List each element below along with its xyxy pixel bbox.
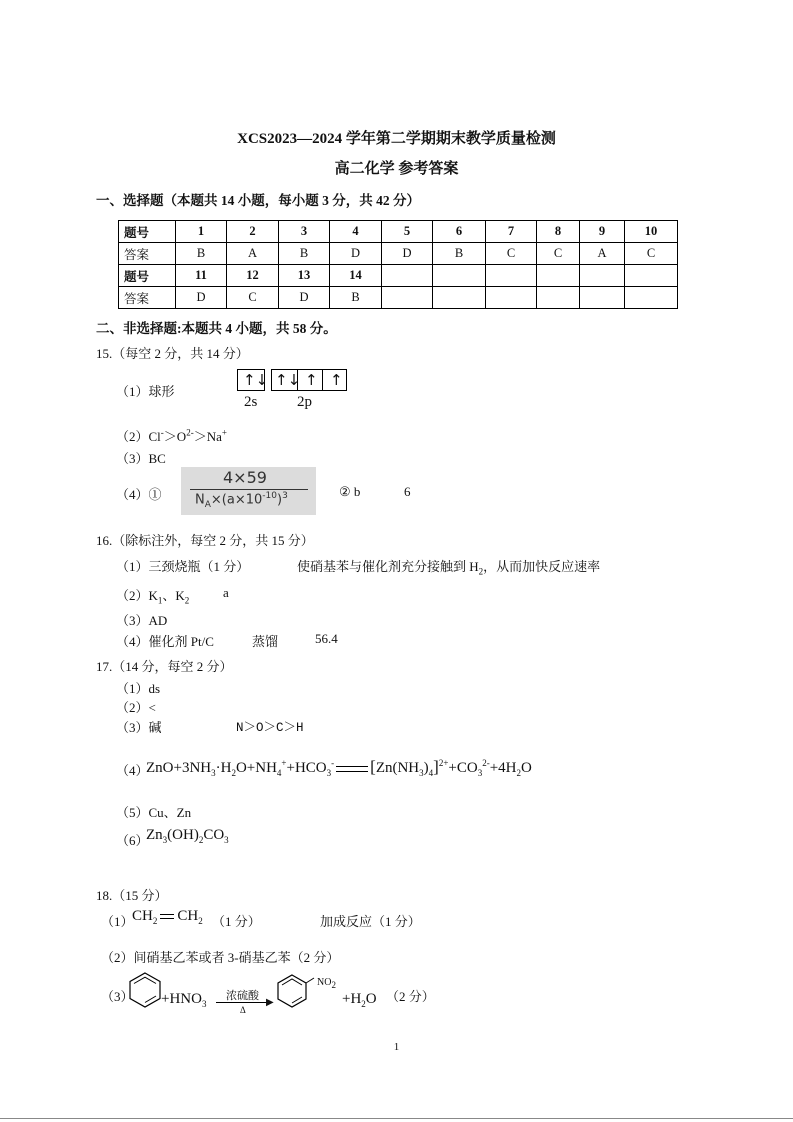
- q16-answer-1b: 使硝基苯与催化剂充分接触到 $H_2$，从而加快反应速率: [297, 559, 601, 577]
- table-cell: [433, 265, 486, 287]
- q18-answer-1-label: （1）: [101, 914, 134, 929]
- q17-answer-1: （1）ds: [116, 681, 161, 696]
- q16-heading: 16.（除标注外，每空 2 分，共 15 分）: [96, 533, 314, 548]
- table-cell: [580, 265, 625, 287]
- q17-answer-3: （3）碱: [116, 720, 162, 735]
- table-cell: [486, 265, 537, 287]
- table-cell: B: [433, 243, 486, 265]
- handwritten-numerator: 4×59: [223, 468, 267, 487]
- table-cell: 14: [330, 265, 382, 287]
- q15-answer-4b: ② b: [339, 484, 361, 499]
- q18-answer-1-score: （1 分）: [212, 914, 261, 929]
- page-number: 1: [393, 1041, 400, 1053]
- q18-heading: 18.（15 分）: [96, 888, 168, 903]
- q18-ethylene-formula: $CH_2$ $CH_2$: [132, 908, 203, 926]
- nitro-group-label: $NO_2$: [317, 977, 336, 990]
- q16-answer-2b: a: [223, 585, 229, 600]
- table-cell: C: [486, 243, 537, 265]
- page-title: XCS2023—2024 学年第二学期期末教学质量检测: [237, 131, 556, 147]
- q17-answer-6-label: （6）: [116, 833, 149, 848]
- table-cell: 答案: [119, 243, 176, 265]
- q17-equation: $ZnO+3NH_3\cdot H_2O+NH_4^++HCO_3^-$ $[Zn(NH_3)_4]^{2+}+CO_3^{2-}+4H_2O$: [146, 757, 532, 778]
- handwritten-answer: [181, 467, 316, 515]
- table-cell: C: [227, 287, 279, 309]
- q16-answer-4c: 56.4: [315, 631, 338, 646]
- reaction-condition-bottom: Δ: [240, 1005, 246, 1015]
- q15-answer-4-label: （4）①: [116, 487, 162, 502]
- table-cell: 11: [176, 265, 227, 287]
- table-cell: 答案: [119, 287, 176, 309]
- table-cell: D: [279, 287, 330, 309]
- q17-answer-2: （2）<: [116, 700, 156, 715]
- orbital-box-2p: [271, 369, 347, 391]
- q15-answer-1: （1）球形: [116, 384, 175, 399]
- orbital-label-2s: 2s: [244, 394, 258, 410]
- table-cell: B: [330, 287, 382, 309]
- q18-answer-2: （2）间硝基乙苯或者 3-硝基乙苯（2 分）: [101, 950, 340, 965]
- section2-heading: 二、非选择题:本题共 4 小题，共 58 分。: [96, 321, 337, 336]
- q15-answer-4c: 6: [404, 484, 411, 499]
- table-cell: 7: [486, 221, 537, 243]
- orbital-label-2p: 2p: [297, 394, 312, 410]
- q17-answer-3b: N＞O＞C＞H: [236, 721, 304, 735]
- table-cell: B: [176, 243, 227, 265]
- table-row: [119, 287, 678, 309]
- fraction-bar: [190, 489, 308, 490]
- table-cell: [537, 265, 580, 287]
- orbital-box-2s: [237, 369, 269, 391]
- q15-heading: 15.（每空 2 分，共 14 分）: [96, 346, 249, 361]
- page-divider: [0, 1118, 793, 1119]
- table-cell: 2: [227, 221, 279, 243]
- table-cell: D: [382, 243, 433, 265]
- table-row: [119, 265, 678, 287]
- table-cell: D: [330, 243, 382, 265]
- table-cell: 9: [580, 221, 625, 243]
- q18-answer-3-score: （2 分）: [386, 989, 435, 1004]
- table-cell: 题号: [119, 221, 176, 243]
- q18-answer-1b: 加成反应（1 分）: [320, 914, 421, 929]
- table-cell: 8: [537, 221, 580, 243]
- up-arrow-icon: ↑: [305, 371, 318, 389]
- table-cell: [382, 287, 433, 309]
- q17-formula: $Zn_3(OH)_2CO_3$: [146, 827, 229, 845]
- arrow-head-icon: ▶: [266, 997, 274, 1008]
- benzene-ring-icon: [127, 970, 163, 1008]
- table-cell: C: [537, 243, 580, 265]
- equals-sign: [336, 766, 368, 772]
- q15-answer-3: （3）BC: [116, 451, 166, 466]
- table-cell: 5: [382, 221, 433, 243]
- q18-answer-3-label: （3）: [101, 989, 134, 1004]
- table-cell: 1: [176, 221, 227, 243]
- table-cell: A: [227, 243, 279, 265]
- table-cell: 题号: [119, 265, 176, 287]
- table-cell: B: [279, 243, 330, 265]
- up-down-arrow-icon: ↑↓: [275, 371, 301, 389]
- table-row: [119, 243, 678, 265]
- q17-answer-4-label: （4）: [116, 763, 149, 778]
- section1-heading: 一、选择题（本题共 14 小题，每小题 3 分，共 42 分）: [96, 193, 420, 208]
- up-arrow-icon: ↑: [330, 371, 343, 389]
- q16-answer-3: （3）AD: [116, 613, 168, 628]
- reaction-arrow: [216, 1002, 272, 1003]
- page-subtitle: 高二化学 参考答案: [334, 161, 459, 177]
- q16-answer-4b: 蒸馏: [252, 634, 279, 649]
- q18-water: $+H_2O$: [342, 991, 377, 1009]
- table-cell: [433, 287, 486, 309]
- table-cell: 6: [433, 221, 486, 243]
- table-cell: [486, 287, 537, 309]
- answer-table: [118, 220, 678, 309]
- q18-reagent: $+HNO_3$: [161, 991, 207, 1009]
- table-cell: 13: [279, 265, 330, 287]
- table-cell: [580, 287, 625, 309]
- q17-heading: 17.（14 分，每空 2 分）: [96, 659, 233, 674]
- q16-answer-1: （1）三颈烧瓶（1 分）: [116, 559, 250, 574]
- reaction-condition-top: 浓硫酸: [226, 990, 259, 1002]
- table-cell: [625, 265, 678, 287]
- table-cell: [625, 287, 678, 309]
- double-bond: [160, 914, 174, 919]
- table-cell: 3: [279, 221, 330, 243]
- table-cell: D: [176, 287, 227, 309]
- handwritten-denominator: $N_A\times(a\times 10^{-10})^3$: [195, 491, 288, 510]
- table-cell: 12: [227, 265, 279, 287]
- table-cell: [382, 265, 433, 287]
- table-cell: 4: [330, 221, 382, 243]
- q16-answer-4: （4）催化剂 Pt/C: [116, 634, 214, 649]
- table-cell: 10: [625, 221, 678, 243]
- benzene-ring-icon: [276, 972, 316, 1008]
- table-row: [119, 221, 678, 243]
- q15-answer-2: $(2)Cl^->O^{2-}>Na^+$: [116, 427, 227, 444]
- q16-answer-2: $(2)K_1$、$K_2$: [116, 588, 190, 606]
- q17-answer-5: （5）Cu、Zn: [116, 805, 192, 820]
- up-down-arrow-icon: ↑↓: [243, 371, 269, 389]
- table-cell: C: [625, 243, 678, 265]
- table-cell: A: [580, 243, 625, 265]
- table-cell: [537, 287, 580, 309]
